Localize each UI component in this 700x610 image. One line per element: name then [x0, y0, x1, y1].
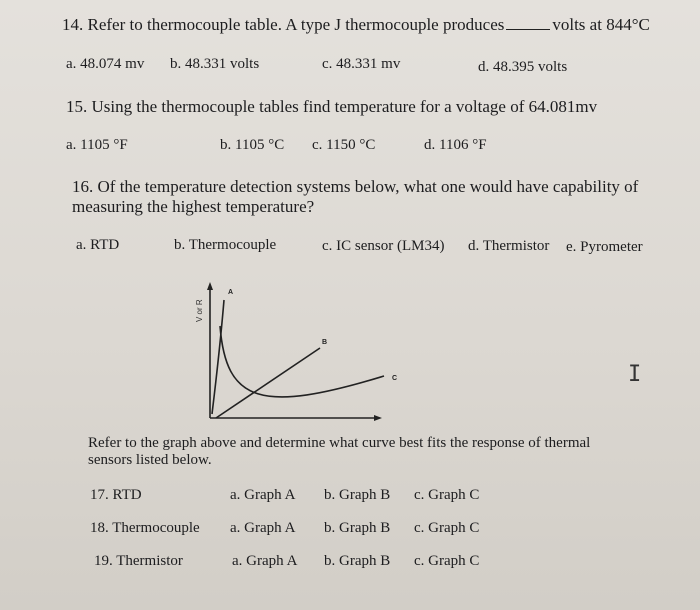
q14-option-b: b. 48.331 volts — [170, 56, 260, 72]
q17-label: 17. RTD — [90, 487, 142, 503]
q18-option-c: c. Graph C — [414, 520, 480, 536]
sensor-response-graph — [180, 278, 400, 426]
graph-prompt-line-2: sensors listed below. — [88, 452, 212, 468]
q18-option-b: b. Graph B — [324, 520, 391, 536]
graph-curve-c — [220, 326, 384, 397]
graph-label-c: C — [392, 375, 398, 382]
q14-stem-part-b: volts at 844°C — [552, 15, 650, 34]
graph-label-b: B — [322, 339, 328, 346]
q18-label: 18. Thermocouple — [90, 520, 200, 536]
q14-option-a: a. 48.074 mv — [66, 56, 145, 72]
q15-stem: 15. Using the thermocouple tables find temperature for a voltage of 64.081mv — [66, 97, 598, 116]
graph-prompt-line-1: Refer to the graph above and determine what curve best fits the response of thermal — [88, 435, 591, 451]
q16-option-a: a. RTD — [76, 237, 120, 253]
graph-curve-b — [216, 348, 320, 418]
q16-stem-line-2: measuring the highest temperature? — [72, 197, 315, 216]
q19-label: 19. Thermistor — [94, 553, 183, 569]
graph-label-a: A — [228, 289, 234, 296]
q16-option-e: e. Pyrometer — [566, 239, 643, 255]
q15-option-d: d. 1106 °F — [424, 137, 487, 153]
q17-option-b: b. Graph B — [324, 487, 391, 503]
q19-option-c: c. Graph C — [414, 553, 480, 569]
q16-option-b: b. Thermocouple — [174, 237, 277, 253]
q14-option-c: c. 48.331 mv — [322, 56, 401, 72]
q15-option-a: a. 1105 °F — [66, 137, 128, 153]
q14-option-d: d. 48.395 volts — [478, 59, 568, 75]
q16-option-d: d. Thermistor — [468, 238, 550, 254]
q14-answer-blank — [506, 17, 550, 30]
q14-stem-part-a: 14. Refer to thermocouple table. A type J thermocouple produces — [62, 15, 505, 34]
q17-option-a: a. Graph A — [230, 487, 296, 503]
q16-option-c: c. IC sensor (LM34) — [322, 238, 445, 254]
q19-option-a: a. Graph A — [232, 553, 298, 569]
graph-y-axis-label: V or R — [195, 299, 204, 322]
graph-y-axis-arrow — [207, 282, 213, 290]
graph-curve-a — [212, 300, 224, 414]
q17-option-c: c. Graph C — [414, 487, 480, 503]
q18-option-a: a. Graph A — [230, 520, 296, 536]
graph-x-axis-arrow — [374, 415, 382, 421]
q15-option-b: b. 1105 °C — [220, 137, 285, 153]
q16-stem-line-1: 16. Of the temperature detection systems below, what one would have capability of — [72, 177, 639, 196]
q15-option-c: c. 1150 °C — [312, 137, 376, 153]
text-cursor-icon: I — [628, 362, 642, 387]
q19-option-b: b. Graph B — [324, 553, 391, 569]
q14-stem — [62, 15, 650, 35]
